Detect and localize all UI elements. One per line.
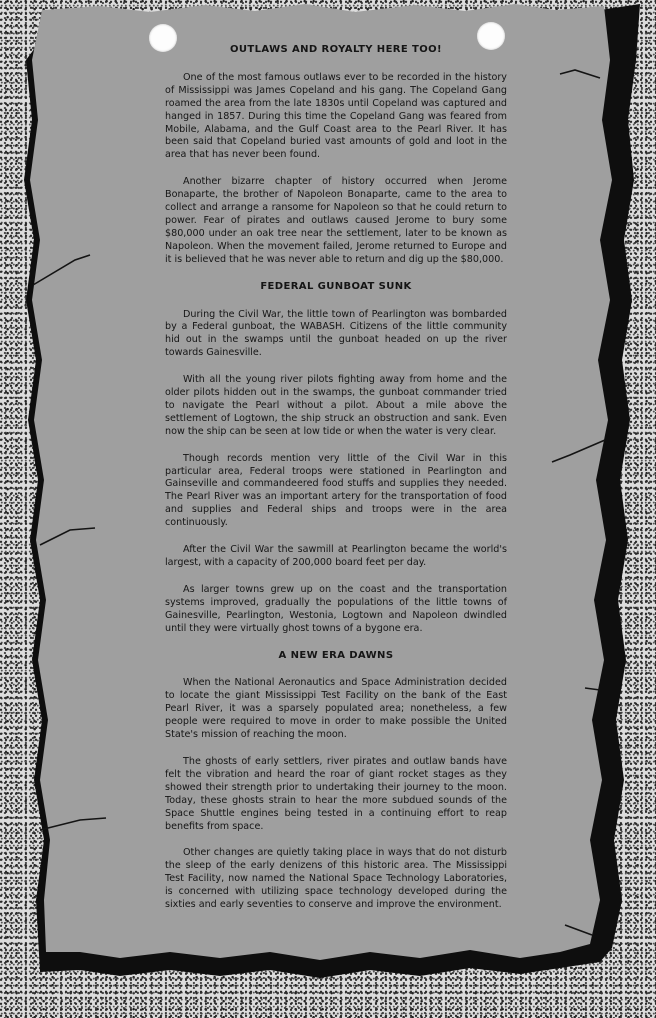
paragraph-nasa: When the National Aeronautics and Space Administration decided to locate the giant Mississippi Test Facility on the bank of the East Pearl River, it was a sparsely populated area; nonetheless, a few people were required to move in order to make possible the United State's mission of reaching the moon. (165, 677, 507, 741)
paragraph-bonaparte: Another bizarre chapter of history occurred when Jerome Bonaparte, the brother of Napoleon Bonaparte, came to the area to collect and arrange a ransome for Napoleon so that he could return to power. Fear of pirates and outlaws caused Jerome to bury some $80,000 under an oak tree near the settlement, later to be known as Napoleon. When the movement failed, Jerome returned to Europe and it is believed that he was never able to return and dig up the $80,000. (165, 176, 507, 265)
paragraph-river-pilots: With all the young river pilots fighting away from home and the older pilots hidden out in the swamps, the gunboat commander tried to navigate the Pearl without a pilot. About a mile above the settlement of Logtown, the ship struck an obstruction and sank. Even now the ship can be seen at low tide or when the water is very clear. (165, 374, 507, 437)
paragraph-copeland: One of the most famous outlaws ever to be recorded in the history of Mississippi was James Copeland and his gang. The Copeland Gang roamed the area from the late 1830s until Copeland was captured and hanged in 1857. During this time the Copeland Gang was feared from Mobile, Alabama, and the Gulf Coast area to the Pearl River. It has been said that Copeland buried vast amounts of gold and loot in the area that has never been found. (165, 71, 507, 161)
paragraph-changes: Other changes are quietly taking place in ways that do not disturb the sleep of the early denizens of this historic area. The Mississippi Test Facility, now named the National Space Technology Laboratories, is concerned with utilizing space technology developed during the sixties and early seventies to conserve and improve the environment. (165, 847, 507, 911)
paragraph-sawmill: After the Civil War the sawmill at Pearlington became the world's largest, with a capacity of 200,000 board feet per day. (165, 544, 507, 568)
paragraph-federal-troops: Though records mention very little of the Civil War in this particular area, Federal troops were stationed in Pearlington and Gainseville and commandeered food stuffs and supplies they needed. The Pearl River was an important artery for the transportation of food and supplies and Federal ships and troops were in the area continuously. (165, 452, 507, 529)
paragraph-ghosts: The ghosts of early settlers, river pirates and outlaw bands have felt the vibration and heard the roar of giant rocket stages as they showed their strength prior to undertaking their journey to the moon. Today, these ghosts strain to hear the more subdued sounds of the Space Shuttle engines being tested in a continuing effort to reap benefits from space. (165, 755, 507, 832)
section-heading-outlaws: OUTLAWS AND ROYALTY HERE TOO! (229, 44, 443, 55)
section-heading-new-era: A NEW ERA DAWNS (278, 649, 394, 661)
paragraph-ghost-towns: As larger towns grew up on the coast and the transportation systems improved, gradually the populations of the little towns of Gainesville, Pearlington, Westonia, Logtown and Napoleon dwindled until they were virtually ghost towns of a bygone era. (165, 583, 507, 634)
section-heading-gunboat: FEDERAL GUNBOAT SUNK (260, 280, 412, 292)
paragraph-wabash: During the Civil War, the little town of Pearlington was bombarded by a Federal gunboat, the WABASH. Citizens of the little community hid out in the swamps until the gunboat headed on up the river towards Gainesville. (165, 308, 507, 359)
article-text (165, 44, 507, 926)
